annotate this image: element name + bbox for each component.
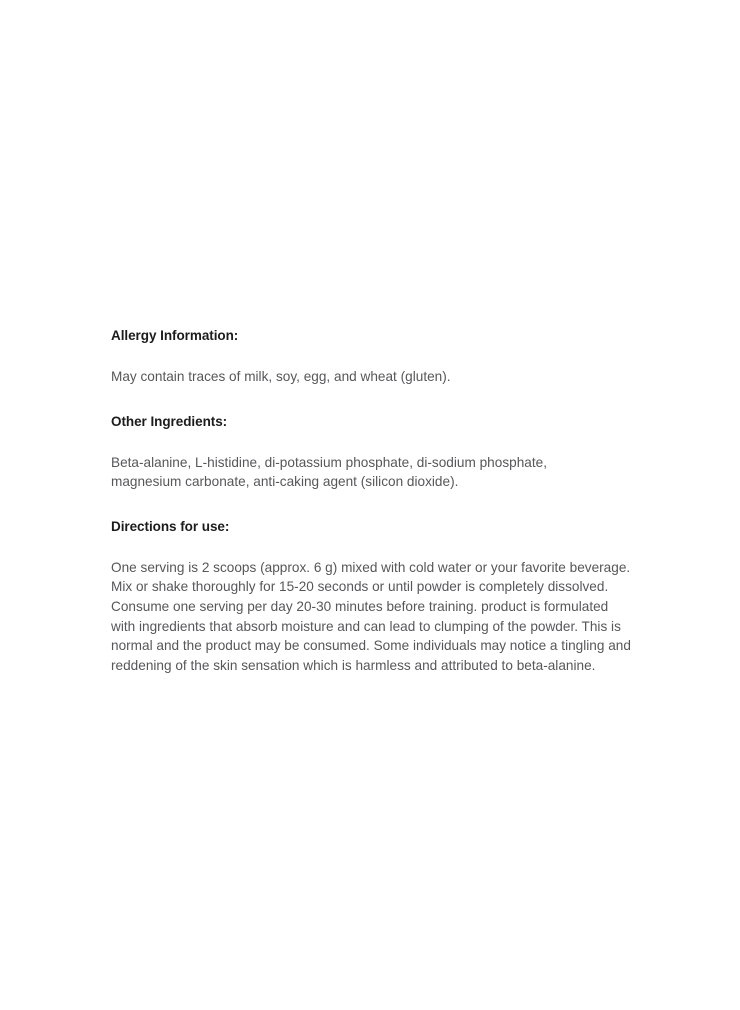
document-content xyxy=(111,327,635,675)
section-other-ingredients xyxy=(111,413,635,492)
section-body-other-ingredients: Beta-alanine, L-histidine, di-potassium phosphate, di-sodium phosphate, magnesium carbonate, anti-caking agent (silicon dioxide). xyxy=(111,454,547,490)
section-allergy-information xyxy=(111,327,635,387)
section-heading-directions-for-use: Directions for use: xyxy=(111,518,230,534)
section-body-directions-for-use: One serving is 2 scoops (approx. 6 g) mixed with cold water or your favorite beverage. Mix or shake thoroughly for 15-20 seconds or until powder is completely dissolved. Consume one serving per day 20-30 minutes before training. product is formulated with ingredients that absorb moisture and can lead to clumping of the powder. This is normal and the product may be consumed. Some individuals may notice a tingling and reddening of the skin sensation which is harmless and attributed to beta-alanine. xyxy=(111,559,631,673)
section-directions-for-use xyxy=(111,518,635,676)
section-heading-other-ingredients: Other Ingredients: xyxy=(111,413,228,429)
section-heading-allergy-information: Allergy Information: xyxy=(111,328,239,343)
section-body-allergy-information: May contain traces of milk, soy, egg, and wheat (gluten). xyxy=(111,369,451,384)
